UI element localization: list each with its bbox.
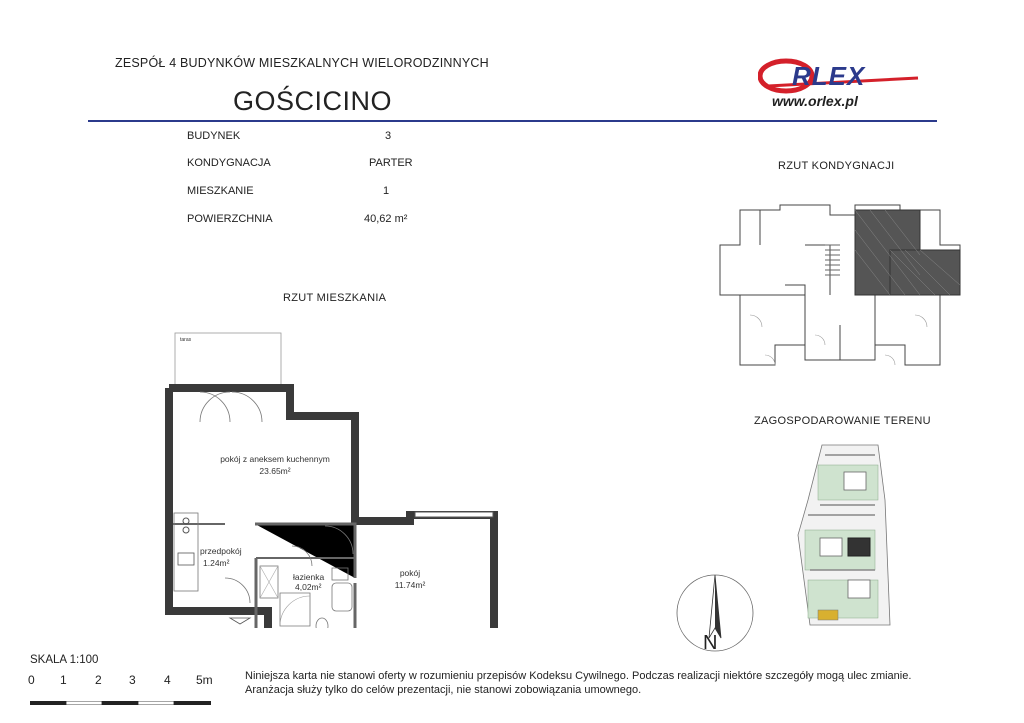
scale-tick-5: 5m [196,673,213,687]
scale-tick-0: 0 [28,673,35,687]
north-label: N [703,632,718,654]
scale-tick-4: 4 [164,673,171,687]
room-area: 11.74m² [394,580,426,590]
hall-area: 1.24m² [203,558,230,568]
site-plan-title: ZAGOSPODAROWANIE TERENU [754,415,931,427]
scale-tick-1: 1 [60,673,67,687]
svg-text:RLEX: RLEX [792,61,866,91]
disclaimer-line-2: Aranżacja służy tylko do celów prezentacji, nie stanowi zobowiązania umownego. [245,684,642,696]
terrace-label: taras [180,337,192,343]
scale-label: SKALA 1:100 [30,654,99,666]
apartment-value: 1 [383,185,390,197]
area-label: POWIERZCHNIA [187,213,273,225]
living-room-area: 23.65m² [259,466,291,476]
building-value: 3 [385,130,392,142]
area-value: 40,62 m² [364,213,408,225]
scale-bar [28,673,223,693]
hall-name: przedpokój [200,546,242,556]
level-value: PARTER [369,157,413,169]
header-divider [88,120,937,122]
site-plan [790,440,900,630]
floor-plan-title: RZUT KONDYGNACJI [778,160,895,172]
building-label: BUDYNEK [187,130,241,142]
website-link[interactable]: www.orlex.pl [772,93,858,109]
living-room-name: pokój z aneksem kuchennym [220,454,330,464]
level-label: KONDYGNACJA [187,157,271,169]
floor-key-plan [705,185,975,385]
project-description: ZESPÓŁ 4 BUDYNKÓW MIESZKALNYCH WIELORODZINNYCH [115,56,489,70]
apartment-floor-plan [160,328,505,628]
page-title: GOŚCICINO [233,86,393,116]
orlex-logo [758,58,938,118]
disclaimer-line-1: Niniejsza karta nie stanowi oferty w rozumieniu przepisów Kodeksu Cywilnego. Podczas realizacji niektóre szczegóły mogą ulec zmianie. [245,670,912,682]
bathroom-name: łazienka [293,572,325,582]
scale-tick-3: 3 [129,673,136,687]
scale-bar-graphic [30,692,212,696]
bathroom-area: 4,02m² [295,582,322,592]
room-name: pokój [399,568,421,578]
scale-tick-2: 2 [95,673,102,687]
apartment-plan-title: RZUT MIESZKANIA [283,292,387,304]
apartment-label: MIESZKANIE [187,185,254,197]
